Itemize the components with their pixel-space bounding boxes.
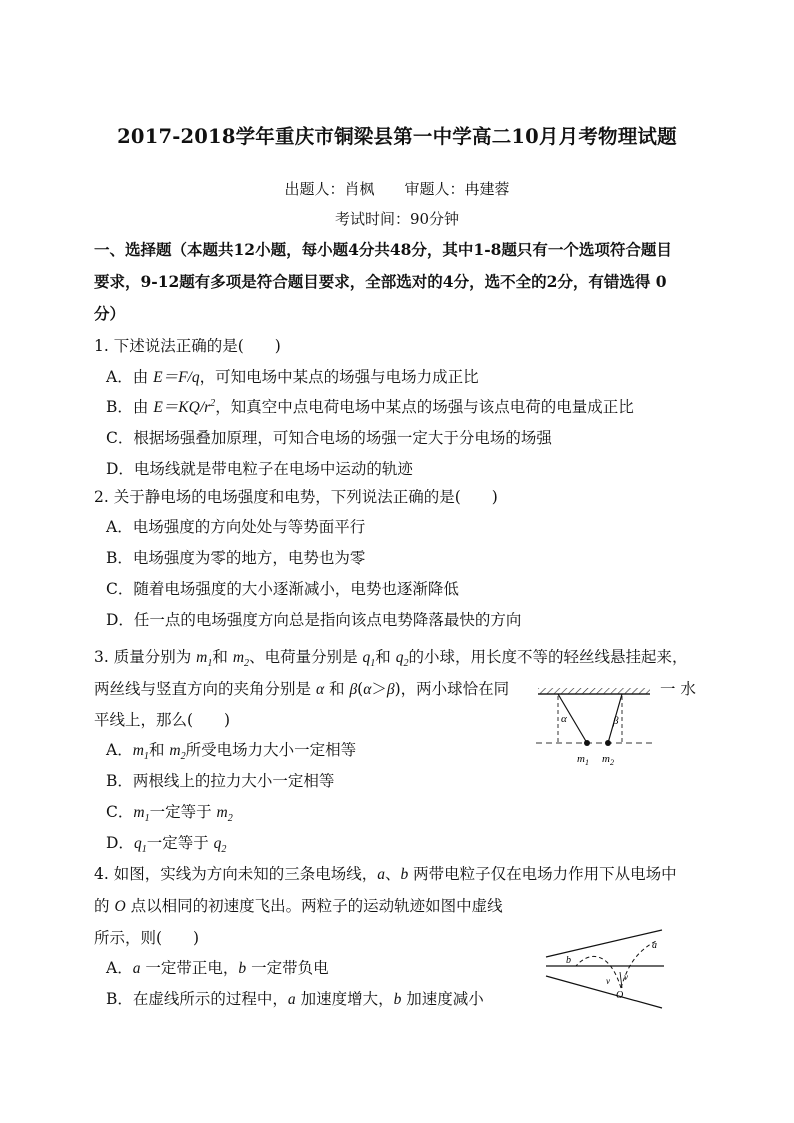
label-b: b	[566, 955, 571, 966]
text: 点以相同的初速度飞出。两粒子的运动轨迹如图中虚线	[125, 897, 503, 915]
q3-pendulum-figure	[530, 682, 660, 772]
formula: E＝F/q	[153, 369, 200, 386]
option-text: ，可知电场中某点的场强与电场力成正比	[199, 368, 479, 386]
field-line-top	[546, 930, 662, 957]
text: 一定带正电，	[140, 959, 239, 977]
var: b	[393, 991, 402, 1008]
var: b	[238, 960, 247, 977]
trajectory-b	[576, 956, 621, 988]
sub: 1	[141, 844, 147, 856]
q1-option-a	[106, 365, 479, 387]
var: a	[377, 866, 385, 883]
q3-option-d	[106, 831, 226, 855]
q3-stem-line2	[94, 677, 509, 699]
var: β	[349, 681, 358, 698]
sub: 2	[221, 844, 227, 856]
label-v-left: v	[606, 976, 610, 986]
option-label: B．由	[106, 398, 154, 416]
q1-option-c: C．根据场强叠加原理，可知合电场的场强一定大于分电场的场强	[106, 429, 552, 447]
q3-stem-line3: 平线上，那么( )	[94, 711, 231, 729]
ball-m1	[584, 740, 590, 746]
q2-option-a: A．电场强度的方向处处与等势面平行	[106, 518, 366, 536]
sub: 1	[144, 813, 150, 825]
sub: 1	[143, 751, 149, 763]
q4-option-a	[106, 956, 329, 978]
q4-stem-line2	[94, 894, 503, 916]
q2-option-d: D．任一点的电场强度方向总是指向该点电势降落最快的方向	[106, 611, 522, 629]
text: 加速度增大，	[295, 990, 394, 1008]
text: 和	[324, 680, 350, 698]
var: a	[287, 991, 296, 1008]
exam-authors: 出题人：肖枫 审题人：冉建蓉	[284, 180, 510, 198]
section-heading-line3: 分）	[94, 304, 126, 323]
text: 的	[94, 897, 115, 915]
option-label: B．在虚线所示的过程中，	[106, 990, 288, 1008]
q4-field-figure	[540, 922, 670, 1014]
q3-option-b: B．两根线上的拉力大小一定相等	[106, 772, 335, 790]
ceiling-hatch	[538, 688, 650, 694]
option-label: A．	[106, 741, 133, 759]
text: 两丝线与竖直方向的夹角分别是	[94, 680, 316, 698]
text: 加速度减小	[401, 990, 484, 1008]
text: 3. 质量分别为	[94, 648, 197, 666]
text: 两带电粒子仅在电场力作用下从电场中	[408, 865, 677, 883]
sub: 2	[180, 751, 186, 763]
sub: 1	[370, 658, 376, 670]
q1-option-d: D．电场线就是带电粒子在电场中运动的轨迹	[106, 460, 413, 478]
q3-option-c	[106, 800, 233, 824]
q3-stem-line2-tail: 一 水	[660, 680, 696, 698]
text: 一定等于	[146, 834, 214, 852]
q4-stem-line3: 所示，则( )	[94, 929, 200, 947]
var: q	[395, 649, 404, 666]
angle-alpha-label: α	[561, 713, 567, 725]
text: 所受电场力大小一定相等	[185, 741, 357, 759]
text: 和	[212, 648, 233, 666]
ball-m2	[605, 740, 611, 746]
text: 和	[375, 648, 396, 666]
var: β	[386, 681, 395, 698]
text: 4. 如图，实线为方向未知的三条电场线，	[94, 865, 378, 883]
text: 一定带负电	[246, 959, 329, 977]
var: q	[213, 835, 222, 852]
option-label: A．	[106, 959, 133, 977]
label-o: O	[616, 990, 624, 1001]
var: q	[133, 835, 142, 852]
section-heading-line1: 一、选择题（本题共12小题，每小题4分共48分，其中1-8题只有一个选项符合题目	[94, 240, 672, 259]
var: m	[216, 804, 228, 821]
var: m	[232, 649, 245, 666]
option-label: A．由	[106, 368, 154, 386]
var: m	[132, 742, 144, 759]
var: q	[362, 649, 371, 666]
var: α	[315, 681, 325, 698]
label-m1: $m_1$	[577, 753, 589, 767]
exam-title: 2017-2018学年重庆市铜梁县第一中学高二10月月考物理试题	[117, 125, 677, 148]
var: α	[363, 681, 372, 698]
text: ＞	[371, 680, 387, 698]
q3-option-a	[106, 738, 356, 762]
q1-stem: 1. 下述说法正确的是( )	[94, 337, 281, 355]
var: b	[400, 866, 409, 883]
q1-option-b	[106, 395, 634, 417]
sub: 2	[244, 658, 250, 670]
q4-stem-line1	[94, 862, 677, 884]
q2-option-c: C．随着电场强度的大小逐渐减小，电势也逐渐降低	[106, 580, 459, 598]
sub: 2	[403, 658, 409, 670]
angle-beta-label: β	[613, 715, 619, 727]
option-label: C．	[106, 803, 134, 821]
q4-option-b	[106, 987, 484, 1009]
q3-stem-line1	[94, 645, 688, 669]
q2-option-b: B．电场强度为零的地方，电势也为零	[106, 549, 366, 567]
text: 、电荷量分别是	[249, 648, 363, 666]
option-label: D．	[106, 834, 134, 852]
var: O	[114, 898, 126, 915]
field-line-bottom	[546, 976, 662, 1008]
section-heading-line2: 要求，9-12题有多项是符合题目要求，全部选对的4分，选不全的2分，有错选得 0	[94, 272, 667, 291]
text: 和	[148, 741, 170, 759]
var: a	[132, 960, 141, 977]
label-m2: $m_2$	[602, 753, 614, 767]
text: (	[357, 680, 364, 698]
label-v-right: v	[624, 972, 628, 982]
label-a: a	[652, 940, 657, 951]
var: m	[196, 649, 208, 666]
option-text: ，知真空中点电荷电场中某点的场强与该点电荷的电量成正比	[215, 398, 634, 416]
text: 、	[384, 865, 401, 883]
exponent: 2	[210, 397, 216, 409]
q2-stem: 2. 关于静电场的电场强度和电势，下列说法正确的是( )	[94, 488, 498, 506]
exam-time: 考试时间：90分钟	[334, 210, 460, 228]
var: m	[169, 742, 181, 759]
text: 一定等于	[149, 803, 217, 821]
text: 的小球，用长度不等的轻丝线悬挂起来，	[408, 648, 688, 666]
formula: E＝KQ/r	[153, 399, 211, 416]
text: )，两小球恰在同	[394, 680, 510, 698]
sub: 1	[207, 658, 213, 670]
sub: 2	[227, 813, 233, 825]
var: m	[133, 804, 145, 821]
